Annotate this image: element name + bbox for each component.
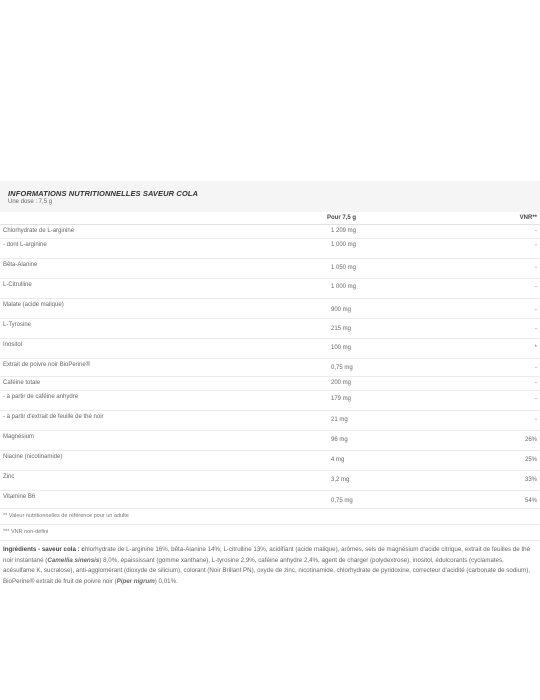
row-label: Vitamine B6 [3,494,36,500]
row-label: - à partir d'extrait de feuille de thé noir [3,414,104,420]
row-label: Inositol [3,342,23,348]
row-label: Magnésium [3,434,35,440]
row-label: Zinc [3,474,15,480]
row-vnr: - [535,284,537,290]
serving-size: Une dose : 7,5 g [8,199,53,205]
row-vnr: - [535,307,537,313]
row-amount: 179 mg [331,396,352,402]
row-vnr: 25% [524,457,537,463]
row-vnr: - [535,326,537,332]
row-vnr: - [535,365,537,371]
row-label: Caféine totale [3,380,41,386]
row-label: L-Tyrosine [3,322,32,328]
row-amount: 200 mg [331,380,352,386]
row-vnr: 54% [524,498,537,504]
table-column-header [0,212,540,225]
row-amount: 1 000 mg [331,284,357,290]
table-row [0,239,540,259]
ingredients-part-1: hlorhydrate de L-arginine 16%, bêta-Alanine 14%, L-citrulline 13%, acidifiant (acide malique), arômes, sels de magnésium d'acide citrique, extrait de feuilles de thé noir instantané ( [3,546,531,564]
row-label: Extrait de poivre noir BioPerine® [3,362,91,368]
table-row [0,431,540,451]
row-vnr: - [535,228,537,234]
table-row [0,225,540,239]
row-amount: 215 mg [331,326,352,332]
row-vnr: - [535,396,537,402]
column-vnr-header: VNR** [519,215,537,221]
row-amount: 1 050 mg [331,265,357,271]
row-label: Malate (acide malique) [3,302,64,308]
ingredients-part-3: ) 0,01%. [154,577,178,585]
row-amount: 1 000 mg [331,242,357,248]
row-label: L-Citrulline [3,282,32,288]
table-row [0,259,540,279]
row-amount: 1 209 mg [331,228,357,234]
row-amount: 96 mg [331,437,348,443]
row-vnr: 33% [524,477,537,483]
row-amount: 21 mg [331,417,348,423]
table-row [0,491,540,509]
nutrition-title: INFORMATIONS NUTRITIONNELLES SAVEUR COLA [8,189,198,198]
nutrition-panel [0,181,540,587]
row-vnr: - [535,242,537,248]
table-row [0,411,540,431]
row-amount: 3,2 mg [331,477,350,483]
ingredient-camellia: Camellia sinensis [47,556,100,564]
row-label: Bêta-Alanine [3,262,38,268]
row-label: Niacine (nicotinamide) [3,454,63,460]
nutrition-table [0,225,540,509]
table-row [0,279,540,299]
row-vnr: * [534,345,537,351]
row-vnr: - [535,380,537,386]
ingredients-label: Ingrédients - saveur cola : c [3,546,85,553]
row-vnr: - [535,417,537,423]
row-label: - à partir de caféine anhydre [3,394,79,400]
row-amount: 0,75 mg [331,365,353,371]
table-row [0,391,540,411]
table-row [0,319,540,339]
row-amount: 4 mg [331,457,345,463]
table-row [0,359,540,377]
row-amount: 0,75 mg [331,498,353,504]
footnote-vnr: ** Valeur nutritionnelles de référence pour un adulte [0,509,540,525]
table-row [0,299,540,319]
row-vnr: 26% [524,437,537,443]
row-amount: 100 mg [331,345,352,351]
row-label: - dont L-arginine [3,242,47,248]
row-amount: 900 mg [331,307,352,313]
column-amount-header: Pour 7,5 g [327,215,357,221]
row-label: Chlorhydrate de L-arginine [3,228,75,234]
footnote-undefined: *** VNR non-défini [0,525,540,541]
ingredients-text [0,545,540,587]
nutrition-header [0,181,540,212]
table-row [0,339,540,359]
ingredient-piper: Piper nigrum [116,577,155,585]
row-vnr: - [535,265,537,271]
table-row [0,471,540,491]
ingredients-part-2: ) 8,0%, épaississant (gomme xanthane), L-tyrosine 2,9%, caféine anhydre 2,4%, agent de charger (polydextrose), inositol, édulcorants (cyclamates, acésulfame K, sucralose), anti-agglomérant (dioxyde de silicium), colorant (Noir Brillant PN), oxyde de zinc, nicotinamide, chlorhydrate de pyridoxine, correcteur d'acidité (carbonate de sodium), BioPerine® extrait de fruit de poivre noir ( [3,556,531,585]
table-row [0,377,540,391]
table-row [0,451,540,471]
